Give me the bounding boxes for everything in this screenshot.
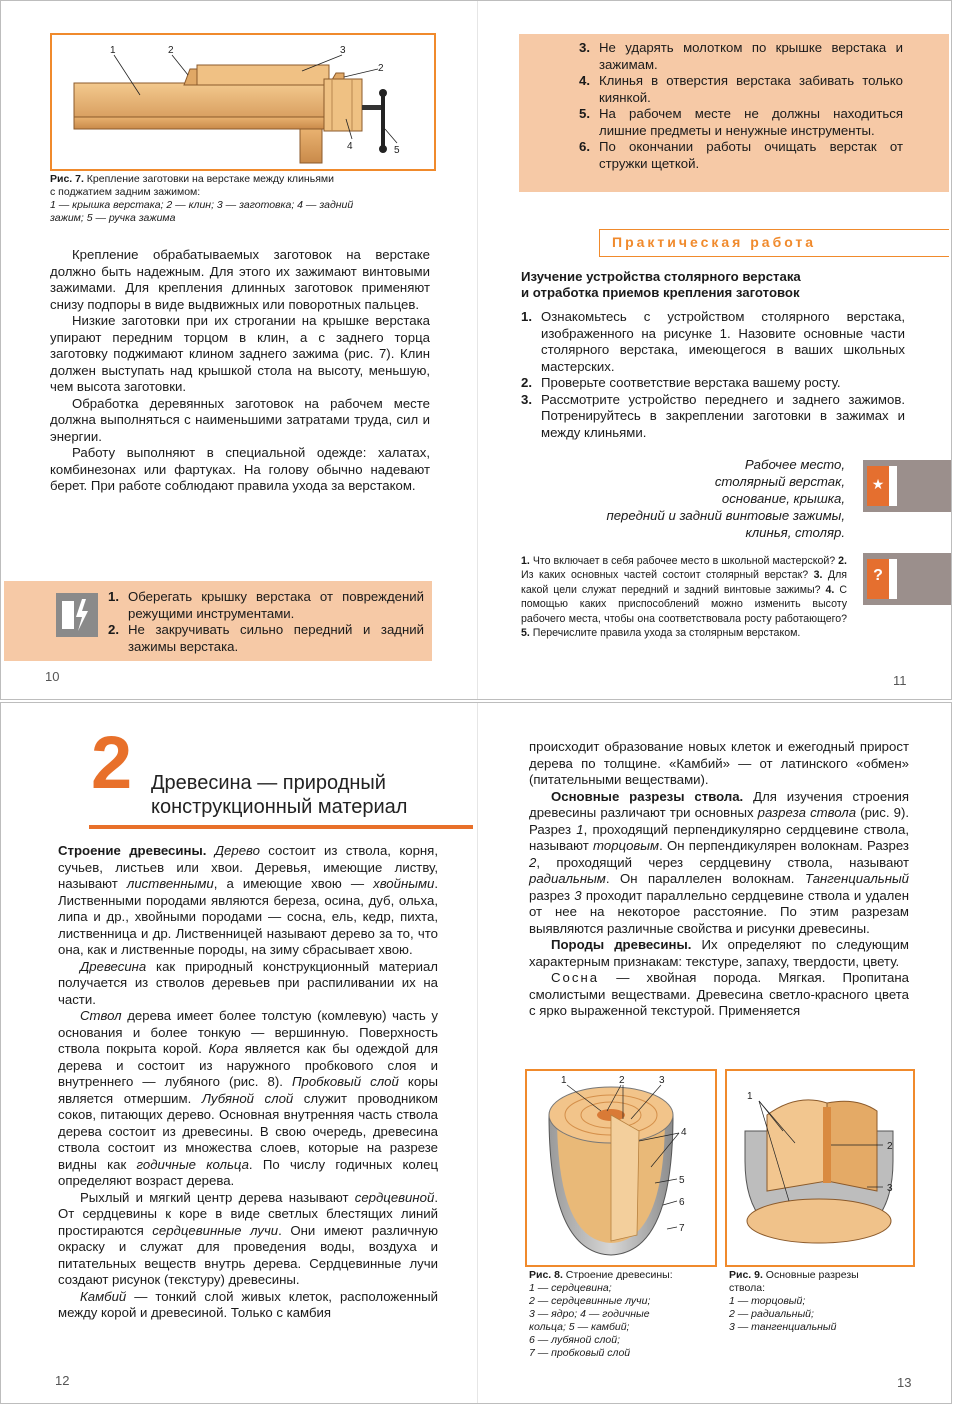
page-number-12: 12: [55, 1373, 70, 1388]
task-text: Ознакомьтесь с устройством столярного верстака, изображенного на рисунке 1. Назовите основные части столярного верстака, имеющегося в ваших школьных мастерских.: [541, 309, 905, 374]
task-title-line: Изучение устройства столярного верстака: [521, 269, 801, 284]
term: хвойными: [373, 876, 435, 891]
figure-7: [50, 33, 436, 171]
keyword-line: передний и задний винтовые зажимы,: [606, 508, 845, 523]
term: сердцевинные лучи: [152, 1222, 279, 1238]
paragraph: [529, 789, 909, 938]
fig8-caption-bold: Рис. 8.: [529, 1269, 563, 1281]
task-number: 1.: [521, 309, 532, 324]
practical-work-title: Практическая работа: [612, 234, 817, 250]
text-run: является как бы одеждой для дерева и состоит из наружного пробкового слоя и внутреннего — лубяного (рис. 8).: [58, 1041, 439, 1089]
paragraph: [58, 1289, 438, 1322]
paragraph: [529, 937, 909, 970]
question-number: 1.: [521, 555, 530, 567]
rule-item: [579, 139, 903, 172]
rules-box-page11: [519, 34, 949, 192]
chapter-title-line: Древесина — природный: [151, 772, 386, 794]
text-run: . Лиственными породами являются береза, осина, дуб, ольха, липа и др., хвойными породами — сосна, ель, кедр, пихта, лиственница и др. Лиственницей называют дерево за то, что она, как и лиственные породы, на зиму сбрасывает хвою.: [58, 876, 438, 957]
fig9-caption-line: 3 — тангенциальный: [729, 1321, 837, 1333]
rule-number: 4.: [579, 73, 590, 88]
text-run: состоит из ствола, корня, сучьев, листьев или хвои. Деревья, имеющие листву, называют: [58, 843, 438, 891]
paragraph: [58, 1008, 438, 1190]
text-run: коры является отмершим.: [58, 1074, 438, 1106]
text-run: служит проводником соков, питающих дерево. Основная внутренняя часть ствола дерева состоит из древесины. В свою очередь, древесина ствола состоит из множества слоев, которые на разрезе видны как: [58, 1090, 438, 1172]
term: Кора: [208, 1041, 239, 1056]
keyword-line: клинья, столяр.: [745, 525, 845, 540]
task-title-line: и отработка приемов крепления заготовок: [521, 285, 800, 300]
page10-body: [50, 247, 430, 495]
rule-item: [108, 589, 424, 622]
fig7-label-2: 2: [168, 45, 174, 56]
keyword-line: основание, крышка,: [721, 491, 845, 506]
rule-text: Не закручивать сильно передний и задний зажимы верстака.: [128, 622, 424, 654]
star-glyph: ★: [871, 476, 885, 492]
rule-text: Клинья в отверстия верстака забивать только киянкой.: [599, 73, 903, 105]
question-icon: [867, 559, 897, 599]
spread-pages-10-11: [0, 0, 952, 700]
fig9-caption-line: 2 — радиальный;: [729, 1308, 814, 1320]
text-run: , а имеющие хвою —: [213, 876, 374, 891]
fig9-label-2: 2: [887, 1141, 893, 1152]
task-item: [521, 375, 905, 392]
fig8-label-3: 3: [659, 1075, 665, 1086]
fig7-label-3: 3: [340, 45, 346, 56]
keyword-line: Рабочее место,: [744, 457, 845, 472]
rules-list-page11: [579, 40, 903, 172]
rule-number: 2.: [108, 622, 119, 637]
fig7-caption-line: Крепление заготовки на верстаке между клиньями: [83, 173, 334, 185]
gutter: [477, 703, 478, 1403]
text-run: проходит параллельно сердцевине ствола и удален от нее на некоторое расстояние. По этим разрезам выявляются различные свойства и рисунки древесины.: [529, 887, 909, 936]
practical-work-header: [599, 229, 949, 257]
question-glyph: ?: [873, 567, 883, 584]
term: Дерево: [214, 843, 260, 858]
task-text: Проверьте соответствие верстака вашему росту.: [541, 375, 841, 390]
text-run: . Они имеют различную окраску и служат для проведения воды, воздуха и питательных веществ внутрь дерева. Сердцевинные лучи создают рисунок (текстуру) древесины.: [58, 1222, 438, 1287]
chapter-title: [151, 771, 407, 819]
task-title: [521, 269, 921, 301]
rule-item: [108, 622, 424, 655]
text-run: [206, 843, 214, 858]
text-run: Для изучения строения древесины различают три основных: [529, 788, 909, 820]
fig8-label-6: 6: [679, 1197, 685, 1208]
page12-body: [58, 843, 438, 1322]
question-text: Перечислите правила ухода за столярным верстаком.: [529, 627, 801, 640]
paragraph: [58, 1190, 438, 1289]
chapter-number: 2: [91, 721, 133, 804]
fig7-label-4: 4: [347, 141, 353, 152]
fig9-label-1: 1: [747, 1091, 753, 1102]
term: сердцевиной: [354, 1189, 435, 1205]
figure-9-caption: [729, 1269, 913, 1334]
question-text: Что включает в себя рабочее место в школьной мастерской?: [529, 555, 839, 567]
page13-body: [529, 739, 909, 1020]
review-questions: [521, 554, 847, 640]
rule-item: [579, 40, 903, 73]
fig8-label-7: 7: [679, 1223, 685, 1234]
task-item: [521, 309, 905, 375]
text-run: — тонкий слой живых клеток, расположенный между корой и древесиной. Только с камбия: [58, 1288, 438, 1320]
gutter: [477, 1, 478, 699]
text-run: (рис. 9). Разрез: [529, 805, 910, 837]
keywords-side-tab: [863, 460, 951, 512]
page-number-13: 13: [897, 1375, 912, 1390]
term: радиальным: [529, 871, 606, 886]
term: Древесина: [80, 958, 147, 974]
fig8-label-1: 1: [561, 1075, 567, 1086]
lightning-icon: [56, 593, 98, 637]
figure-8: [525, 1069, 717, 1267]
fig8-caption-line: 3 — ядро; 4 — годичные: [529, 1308, 650, 1320]
fig7-caption-line: 1 — крышка верстака; 2 — клин; 3 — заготовка; 4 — задний: [50, 199, 354, 211]
fig7-label-2b: 2: [378, 63, 384, 74]
wood-structure-illustration: [527, 1071, 715, 1265]
chapter-underline: [89, 825, 473, 829]
rule-number: 3.: [579, 40, 590, 55]
term: годичные кольца: [136, 1156, 249, 1172]
rules-box-page10: [4, 581, 432, 661]
paragraph: Крепление обрабатываемых заготовок на верстаке должно быть надежным. Для этого их зажимают винтовыми зажимами. Для крепления длинных заготовок применяют снизу подпоры в виде выдвижных или поворотных пальцев.: [50, 247, 430, 312]
page-number-10: 10: [45, 669, 60, 684]
section-heading: Основные разрезы ствола.: [551, 788, 744, 804]
fig8-label-4: 4: [681, 1127, 687, 1138]
rules-list-page10: [108, 589, 424, 655]
fig7-caption-line: зажим; 5 — ручка зажима: [50, 212, 176, 224]
fig9-caption-line: 1 — торцовый;: [729, 1295, 806, 1307]
paragraph: происходит образование новых клеток и ежегодный прирост дерева по толщине. «Камбий» — от латинского «обмен» (питательными веществами).: [529, 739, 909, 787]
term: 2: [529, 854, 537, 870]
fig8-caption-line: Строение древесины:: [562, 1269, 673, 1281]
fig9-caption-line: ствола:: [729, 1282, 766, 1294]
paragraph: Низкие заготовки при их строгании на крышке верстака упирают передним торцом в клин, а с заднего торца заготовку поджимают клином заднего зажима (рис. 7). Клин должен выступать над крышкой стола на высоту, меньшую, чем высота заготовки.: [50, 313, 430, 394]
keyword-line: столярный верстак,: [714, 474, 845, 489]
chapter-title-line: конструкционный материал: [151, 796, 408, 818]
rule-text: Не ударять молотком по крышке верстака и зажимам.: [599, 40, 903, 72]
rule-text: По окончании работы очищать верстак от стружки щеткой.: [599, 139, 903, 171]
task-number: 2.: [521, 375, 532, 390]
term: Камбий: [80, 1288, 127, 1304]
wood-name: Сосна: [551, 970, 600, 985]
fig8-caption-line: 7 — пробковый слой: [529, 1347, 631, 1359]
question-number: 4.: [825, 583, 835, 596]
question-text: Для какой цели служат передний и задний винтовые зажимы?: [521, 569, 848, 596]
term: Пробковый слой: [291, 1074, 399, 1089]
rule-item: [579, 106, 903, 139]
fig9-caption-bold: Рис. 9.: [729, 1269, 763, 1281]
paragraph: [58, 959, 438, 1009]
rule-number: 6.: [579, 139, 590, 154]
fig9-caption-line: Основные разрезы: [762, 1269, 859, 1281]
term: 3: [574, 887, 582, 903]
trunk-cuts-illustration: [727, 1071, 913, 1265]
text-run: разрез: [529, 887, 575, 903]
term: Ствол: [80, 1008, 122, 1023]
rule-text: На рабочем месте не должны находиться лишние предметы и ненужные инструменты.: [599, 106, 903, 138]
fig8-caption-line: 6 — лубяной слой;: [529, 1334, 620, 1346]
question-number: 5.: [521, 627, 530, 640]
rule-item: [579, 73, 903, 106]
paragraph: Обработка деревянных заготовок на рабочем месте должна выполняться с наименьшими затратами труда, сил и энергии.: [50, 395, 430, 444]
term: Лубяной слой: [201, 1090, 294, 1106]
term: торцовым: [593, 838, 660, 853]
text-run: . По числу годичных колец определяют возраст дерева.: [58, 1156, 438, 1188]
fig8-caption-line: 1 — сердцевина;: [529, 1282, 612, 1294]
text-run: , проходящий перпендикулярно сердцевине ствола, называют: [529, 821, 909, 853]
questions-side-tab: [863, 553, 951, 605]
text-run: . Он параллелен волокнам.: [605, 871, 805, 886]
fig9-label-3: 3: [887, 1183, 893, 1194]
fig7-label-1: 1: [110, 45, 116, 56]
term: 1: [576, 821, 584, 837]
section-heading: Строение древесины.: [58, 843, 207, 858]
rule-number: 5.: [579, 106, 590, 121]
figure-9: [725, 1069, 915, 1267]
paragraph: [529, 970, 909, 1020]
paragraph: Работу выполняют в специальной одежде: халатах, комбинезонах или фартуках. На голову обычно надевают берет. При работе соблюдают правила ухода за верстаком.: [50, 445, 430, 493]
task-item: [521, 392, 905, 442]
rule-text: Оберегать крышку верстака от повреждений режущими инструментами.: [128, 589, 424, 621]
text-run: , проходящий через сердцевину ствола, называют: [536, 854, 909, 870]
fig8-label-5: 5: [679, 1175, 685, 1186]
text-run: — хвойная порода. Мягкая. Пропитана смолистыми веществами. Древесина светло-красного цвета с ярко выраженной текстурой. Применяется: [529, 970, 909, 1018]
fig8-caption-line: кольца; 5 — камбий;: [529, 1321, 630, 1333]
question-text: С помощью каких приспособлений можно изменить высоту рабочего места, чтобы она соответствовала росту работающего?: [521, 583, 848, 625]
question-text: Из каких основных частей состоит столярный верстак?: [521, 569, 814, 582]
term: Тангенциальный: [804, 871, 909, 886]
page-number-11: 11: [893, 673, 907, 688]
rule-number: 1.: [108, 589, 119, 604]
fig7-caption-bold: Рис. 7.: [50, 173, 84, 185]
term: разреза ствола: [757, 805, 857, 820]
text-run: как природный конструкционный материал получается из стволов деревьев при распиливании их на части.: [58, 958, 438, 1007]
text-run: Рыхлый и мягкий центр дерева называют: [80, 1189, 355, 1205]
figure-8-caption: [529, 1269, 715, 1360]
spread-pages-12-13: [0, 702, 952, 1404]
section-heading: Породы древесины.: [551, 937, 692, 952]
star-icon: [867, 466, 897, 506]
text-run: дерева имеет более толстую (комлевую) часть у основания и более тонкую — вершинную. Поверхность ствола покрыта корой.: [58, 1008, 438, 1056]
paragraph: [58, 843, 438, 959]
practical-tasks: [521, 309, 905, 441]
workbench-clamp-illustration: [52, 35, 434, 169]
text-run: Их определяют по следующим характерным признакам: текстуре, запаху, твердости, цвету.: [529, 937, 909, 969]
text-run: . Он перпендикулярен волокнам. Разрез: [659, 838, 909, 853]
text-run: . От сердцевины к коре в виде светлых блестящих линий простираются: [58, 1189, 438, 1238]
term: лиственными: [126, 876, 214, 891]
question-number: 3.: [813, 569, 823, 582]
task-number: 3.: [521, 391, 532, 407]
figure-7-caption: [50, 173, 430, 225]
task-text: Рассмотрите устройство переднего и заднего зажимов. Потренируйтесь в закреплении заготовки в зажимах и между клиньями.: [541, 391, 905, 440]
fig7-caption-line: с поджатием задним зажимом:: [50, 186, 201, 198]
fig8-caption-line: 2 — сердцевинные лучи;: [529, 1295, 651, 1307]
fig8-label-2: 2: [619, 1075, 625, 1086]
question-number: 2.: [838, 555, 847, 567]
fig7-label-5: 5: [394, 145, 400, 156]
keywords: [521, 456, 845, 541]
